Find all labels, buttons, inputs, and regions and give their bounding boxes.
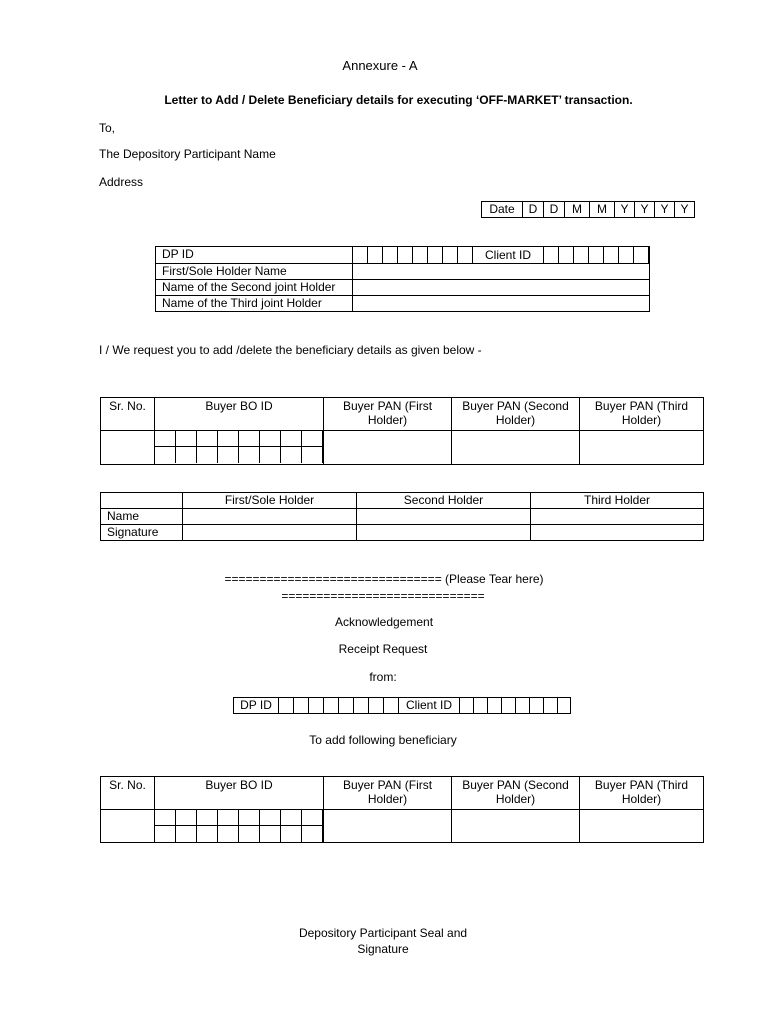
date-char-cell[interactable]: M (565, 202, 590, 218)
from-label: from: (369, 670, 397, 684)
receipt-request-text: Receipt Request (338, 642, 428, 656)
bo-id-cell[interactable] (302, 431, 323, 447)
first-holder-label: First/Sole Holder Name (156, 264, 353, 280)
bo-id-cell[interactable] (302, 447, 323, 463)
sr-no-header: Sr. No. (101, 398, 155, 431)
seal-signature-line-2: Signature (357, 942, 409, 956)
dp-id-cell[interactable] (443, 247, 458, 263)
ack-dp-id-cell[interactable] (279, 698, 294, 714)
dp-id-cell[interactable] (383, 247, 398, 263)
bo-id-cell[interactable] (197, 826, 218, 842)
bo-id-cell[interactable] (281, 447, 302, 463)
client-id-cell[interactable] (634, 247, 649, 263)
client-id-cell[interactable] (574, 247, 589, 263)
tear-line-1: =============================== (Please Tear here) (224, 572, 544, 586)
to-label: To, (99, 121, 116, 135)
first-holder-signature-field[interactable] (183, 525, 357, 541)
date-box (481, 201, 695, 218)
bo-id-header: Buyer BO ID (155, 398, 324, 431)
annexure-heading: Annexure - A (342, 58, 418, 73)
third-holder-signature-field[interactable] (531, 525, 704, 541)
date-char-cell[interactable]: D (523, 202, 544, 218)
ack-dp-id-label: DP ID (234, 698, 279, 714)
bo-id-cell[interactable] (239, 447, 260, 463)
bo-id-cell[interactable] (197, 810, 218, 826)
ack-dp-id-cell[interactable] (294, 698, 309, 714)
corner-cell (101, 493, 183, 509)
first-holder-name-field[interactable] (183, 509, 357, 525)
date-char-cell[interactable]: Y (675, 202, 695, 218)
address-label: Address (99, 175, 144, 189)
pan-second-header: Buyer PAN (Second Holder) (452, 398, 580, 431)
first-holder-header: First/Sole Holder (183, 493, 357, 509)
dp-id-cell[interactable] (428, 247, 443, 263)
dp-id-cell[interactable] (368, 247, 383, 263)
signature-table (100, 492, 704, 541)
bo-id-grid (155, 810, 323, 842)
to-add-text: To add following beneficiary (309, 733, 457, 747)
ack-dp-id-cell[interactable] (384, 698, 399, 714)
bo-id-cell[interactable] (218, 431, 239, 447)
ack-client-id-label: Client ID (399, 698, 460, 714)
bo-id-grid (155, 431, 323, 464)
ack-client-id-cell[interactable] (558, 698, 571, 714)
account-id-cells (353, 247, 649, 263)
client-id-cell[interactable] (619, 247, 634, 263)
bo-id-cell[interactable] (260, 810, 281, 826)
ack-client-id-cell[interactable] (460, 698, 474, 714)
pan-first-header: Buyer PAN (First Holder) (324, 398, 452, 431)
second-holder-label: Name of the Second joint Holder (156, 280, 353, 296)
ack-beneficiary-table (100, 776, 704, 843)
third-holder-name-field[interactable] (531, 509, 704, 525)
ack-client-id-cell[interactable] (544, 698, 558, 714)
seal-signature-line-1: Depository Participant Seal and (298, 926, 468, 940)
sr-no-field[interactable] (101, 810, 155, 843)
date-label: Date (482, 202, 523, 218)
bo-id-cell[interactable] (176, 431, 197, 447)
sr-no-header: Sr. No. (101, 777, 155, 810)
ack-client-id-cell[interactable] (502, 698, 516, 714)
pan-second-header: Buyer PAN (Second Holder) (452, 777, 580, 810)
name-row-label: Name (101, 509, 183, 525)
pan-first-field[interactable] (324, 810, 452, 843)
request-text: I / We request you to add /delete the beneficiary details as given below - (99, 343, 482, 357)
pan-second-field[interactable] (452, 810, 580, 843)
ack-client-id-cell[interactable] (488, 698, 502, 714)
ack-client-id-cell[interactable] (516, 698, 530, 714)
bo-id-cell[interactable] (155, 826, 176, 842)
bo-id-cell[interactable] (281, 826, 302, 842)
pan-second-field[interactable] (452, 431, 580, 465)
bo-id-cell[interactable] (155, 431, 176, 447)
ack-dp-id-cell[interactable] (339, 698, 354, 714)
ack-dp-id-cell[interactable] (309, 698, 324, 714)
second-holder-field[interactable] (353, 280, 650, 296)
bo-id-cell[interactable] (281, 810, 302, 826)
bo-id-cell[interactable] (260, 431, 281, 447)
beneficiary-table (100, 397, 704, 465)
ack-account-box (233, 697, 571, 714)
bo-id-cell[interactable] (260, 826, 281, 842)
pan-third-field[interactable] (580, 810, 704, 843)
ack-dp-id-cell[interactable] (369, 698, 384, 714)
client-id-cell[interactable] (589, 247, 604, 263)
dp-id-cell[interactable] (458, 247, 473, 263)
bo-id-cell[interactable] (302, 810, 323, 826)
sr-no-field[interactable] (101, 431, 155, 465)
tear-line-2: ============================= (281, 589, 485, 603)
bo-id-cell[interactable] (176, 810, 197, 826)
third-holder-label: Name of the Third joint Holder (156, 296, 353, 312)
dp-id-cell[interactable] (353, 247, 368, 263)
first-holder-field[interactable] (353, 264, 650, 280)
ack-client-id-cell[interactable] (474, 698, 488, 714)
bo-id-header: Buyer BO ID (155, 777, 324, 810)
date-char-cell[interactable]: Y (655, 202, 675, 218)
pan-third-field[interactable] (580, 431, 704, 465)
bo-id-cell[interactable] (239, 810, 260, 826)
bo-id-cell[interactable] (155, 447, 176, 463)
pan-third-header: Buyer PAN (Third Holder) (580, 398, 704, 431)
dp-name-label: The Depository Participant Name (99, 147, 276, 161)
client-id-cell[interactable] (544, 247, 559, 263)
bo-id-cell[interactable] (176, 826, 197, 842)
bo-id-cell[interactable] (218, 810, 239, 826)
bo-id-cell[interactable] (239, 431, 260, 447)
bo-id-cell[interactable] (197, 431, 218, 447)
client-id-label: Client ID (473, 247, 544, 263)
account-details-table (155, 246, 650, 312)
ack-dp-id-cell[interactable] (354, 698, 369, 714)
bo-id-cell[interactable] (176, 447, 197, 463)
document-title: Letter to Add / Delete Beneficiary details for executing ‘OFF-MARKET’ transaction. (164, 93, 633, 107)
third-holder-field[interactable] (353, 296, 650, 312)
ack-dp-id-cell[interactable] (324, 698, 339, 714)
dp-id-cell[interactable] (398, 247, 413, 263)
bo-id-cell[interactable] (155, 810, 176, 826)
bo-id-cell[interactable] (281, 431, 302, 447)
ack-client-id-cell[interactable] (530, 698, 544, 714)
third-holder-header: Third Holder (531, 493, 704, 509)
signature-row-label: Signature (101, 525, 183, 541)
pan-first-header: Buyer PAN (First Holder) (324, 777, 452, 810)
bo-id-cell[interactable] (218, 826, 239, 842)
date-char-cell[interactable]: D (544, 202, 565, 218)
date-char-cell[interactable]: M (590, 202, 615, 218)
pan-first-field[interactable] (324, 431, 452, 465)
client-id-cell[interactable] (559, 247, 574, 263)
bo-id-cell[interactable] (302, 826, 323, 842)
bo-id-cell[interactable] (218, 447, 239, 463)
second-holder-name-field[interactable] (357, 509, 531, 525)
bo-id-cell[interactable] (197, 447, 218, 463)
dp-id-cell[interactable] (413, 247, 428, 263)
client-id-cell[interactable] (604, 247, 619, 263)
date-char-cell[interactable]: Y (615, 202, 635, 218)
second-holder-header: Second Holder (357, 493, 531, 509)
second-holder-signature-field[interactable] (357, 525, 531, 541)
pan-third-header: Buyer PAN (Third Holder) (580, 777, 704, 810)
dp-id-label: DP ID (156, 247, 353, 264)
date-char-cell[interactable]: Y (635, 202, 655, 218)
acknowledgement-heading: Acknowledgement (334, 615, 434, 629)
bo-id-cell[interactable] (260, 447, 281, 463)
bo-id-cell[interactable] (239, 826, 260, 842)
